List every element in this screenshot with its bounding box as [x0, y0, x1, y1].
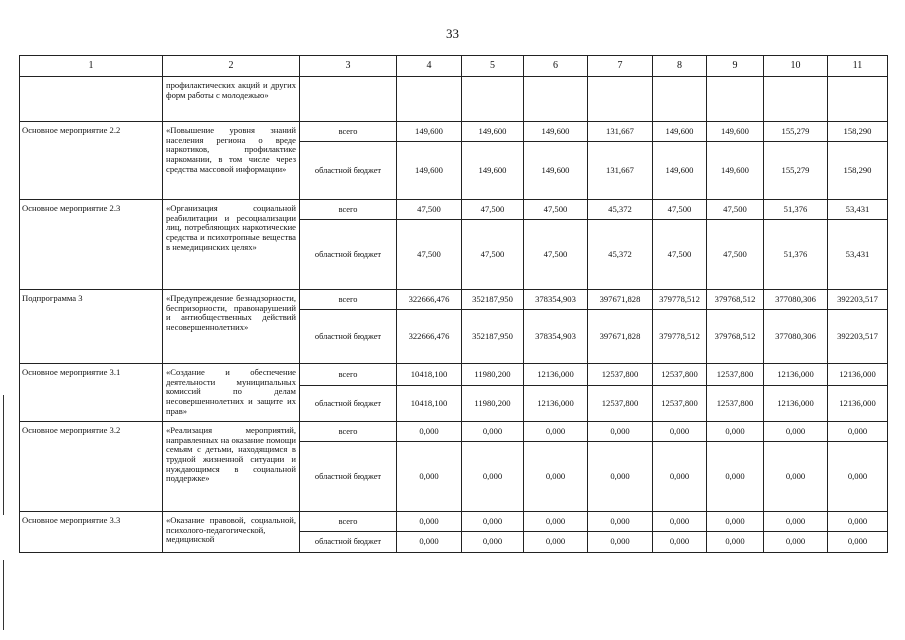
amount-cell: 12136,000 — [524, 386, 588, 422]
amount-cell: 397671,828 — [588, 290, 653, 310]
amount-cell: 0,000 — [524, 532, 588, 553]
activity-name: Основное мероприятие 2.2 — [20, 122, 163, 200]
amount-cell: 0,000 — [707, 532, 764, 553]
amount-cell: 11980,200 — [462, 386, 524, 422]
funding-source: всего — [300, 122, 397, 142]
table-row — [20, 290, 888, 310]
amount-cell: 51,376 — [764, 200, 828, 220]
amount-cell: 397671,828 — [588, 310, 653, 364]
column-header: 10 — [764, 56, 828, 77]
amount-cell: 0,000 — [524, 512, 588, 532]
header-row — [20, 56, 888, 77]
empty-cell — [707, 77, 764, 122]
amount-cell: 0,000 — [653, 442, 707, 512]
amount-cell: 10418,100 — [397, 364, 462, 386]
amount-cell: 11980,200 — [462, 364, 524, 386]
amount-cell: 0,000 — [828, 532, 888, 553]
amount-cell: 352187,950 — [462, 290, 524, 310]
amount-cell: 379768,512 — [707, 290, 764, 310]
amount-cell: 12136,000 — [764, 386, 828, 422]
amount-cell: 158,290 — [828, 142, 888, 200]
amount-cell: 392203,517 — [828, 290, 888, 310]
amount-cell: 47,500 — [462, 200, 524, 220]
amount-cell: 0,000 — [397, 422, 462, 442]
amount-cell: 0,000 — [764, 512, 828, 532]
amount-cell: 53,431 — [828, 220, 888, 290]
amount-cell: 0,000 — [588, 532, 653, 553]
funding-source: областной бюджет — [300, 532, 397, 553]
amount-cell: 131,667 — [588, 142, 653, 200]
amount-cell: 47,500 — [653, 200, 707, 220]
amount-cell: 149,600 — [653, 122, 707, 142]
amount-cell: 149,600 — [524, 142, 588, 200]
amount-cell: 12537,800 — [653, 364, 707, 386]
amount-cell: 378354,903 — [524, 310, 588, 364]
amount-cell: 0,000 — [653, 532, 707, 553]
column-header: 2 — [163, 56, 300, 77]
amount-cell: 149,600 — [397, 142, 462, 200]
continuation-row — [20, 77, 888, 122]
empty-cell — [828, 77, 888, 122]
column-header: 9 — [707, 56, 764, 77]
activity-description: «Оказание правовой, социальной, психолого-педагогической, медицинской — [163, 512, 300, 553]
budget-table — [19, 55, 888, 553]
amount-cell: 149,600 — [707, 142, 764, 200]
funding-source: областной бюджет — [300, 220, 397, 290]
amount-cell: 47,500 — [397, 200, 462, 220]
amount-cell: 155,279 — [764, 142, 828, 200]
activity-name: Основное мероприятие 3.3 — [20, 512, 163, 553]
amount-cell: 0,000 — [588, 512, 653, 532]
amount-cell: 47,500 — [653, 220, 707, 290]
amount-cell: 378354,903 — [524, 290, 588, 310]
activity-description: «Предупреждение безнадзорности, беспризорности, правонарушений и антиобщественных действий несовершеннолетних» — [163, 290, 300, 364]
empty-cell — [588, 77, 653, 122]
amount-cell: 131,667 — [588, 122, 653, 142]
amount-cell: 12537,800 — [588, 364, 653, 386]
amount-cell: 0,000 — [707, 442, 764, 512]
continuation-text: профилактических акций и других форм работы с молодежью» — [163, 77, 300, 122]
amount-cell: 0,000 — [462, 512, 524, 532]
amount-cell: 0,000 — [764, 532, 828, 553]
amount-cell: 0,000 — [828, 512, 888, 532]
activity-name: Основное мероприятие 3.2 — [20, 422, 163, 512]
amount-cell: 158,290 — [828, 122, 888, 142]
amount-cell: 0,000 — [764, 442, 828, 512]
amount-cell: 0,000 — [828, 422, 888, 442]
amount-cell: 149,600 — [653, 142, 707, 200]
amount-cell: 12136,000 — [764, 364, 828, 386]
scan-margin-mark — [3, 560, 4, 630]
amount-cell: 0,000 — [397, 532, 462, 553]
activity-name: Основное мероприятие 2.3 — [20, 200, 163, 290]
amount-cell: 322666,476 — [397, 290, 462, 310]
column-header: 7 — [588, 56, 653, 77]
activity-description: «Реализация мероприятий, направленных на оказание помощи семьям с детьми, находящимся в трудной жизненной ситуации и нуждающимся в социальной поддержке» — [163, 422, 300, 512]
amount-cell: 322666,476 — [397, 310, 462, 364]
amount-cell: 12136,000 — [828, 386, 888, 422]
amount-cell: 12537,800 — [707, 386, 764, 422]
amount-cell: 149,600 — [524, 122, 588, 142]
amount-cell: 12136,000 — [828, 364, 888, 386]
funding-source: областной бюджет — [300, 386, 397, 422]
amount-cell: 47,500 — [524, 200, 588, 220]
empty-cell — [462, 77, 524, 122]
amount-cell: 51,376 — [764, 220, 828, 290]
amount-cell: 0,000 — [653, 422, 707, 442]
amount-cell: 155,279 — [764, 122, 828, 142]
amount-cell: 379778,512 — [653, 310, 707, 364]
amount-cell: 0,000 — [462, 422, 524, 442]
amount-cell: 0,000 — [653, 512, 707, 532]
empty-cell — [20, 77, 163, 122]
funding-source: областной бюджет — [300, 310, 397, 364]
scan-margin-mark — [3, 395, 4, 515]
amount-cell: 149,600 — [462, 122, 524, 142]
amount-cell: 45,372 — [588, 200, 653, 220]
amount-cell: 0,000 — [828, 442, 888, 512]
funding-source: областной бюджет — [300, 142, 397, 200]
amount-cell: 12537,800 — [653, 386, 707, 422]
table-row — [20, 422, 888, 442]
column-header: 4 — [397, 56, 462, 77]
amount-cell: 12136,000 — [524, 364, 588, 386]
amount-cell: 10418,100 — [397, 386, 462, 422]
amount-cell: 0,000 — [462, 532, 524, 553]
amount-cell: 377080,306 — [764, 290, 828, 310]
column-header: 3 — [300, 56, 397, 77]
amount-cell: 0,000 — [524, 422, 588, 442]
column-header: 8 — [653, 56, 707, 77]
activity-description: «Создание и обеспечение деятельности муниципальных комиссий по делам несовершеннолетних и защите их прав» — [163, 364, 300, 422]
table-row — [20, 200, 888, 220]
activity-name: Основное мероприятие 3.1 — [20, 364, 163, 422]
amount-cell: 0,000 — [707, 422, 764, 442]
funding-source: всего — [300, 512, 397, 532]
amount-cell: 0,000 — [397, 512, 462, 532]
amount-cell: 0,000 — [397, 442, 462, 512]
column-header: 11 — [828, 56, 888, 77]
amount-cell: 379768,512 — [707, 310, 764, 364]
amount-cell: 392203,517 — [828, 310, 888, 364]
amount-cell: 47,500 — [524, 220, 588, 290]
empty-cell — [764, 77, 828, 122]
funding-source: всего — [300, 290, 397, 310]
activity-name: Подпрограмма 3 — [20, 290, 163, 364]
funding-source: всего — [300, 422, 397, 442]
amount-cell: 47,500 — [397, 220, 462, 290]
activity-description: «Повышение уровня знаний населения региона о вреде наркотиков, профилактике наркомании, в том числе через средства массовой информации» — [163, 122, 300, 200]
page-number: 33 — [446, 26, 459, 41]
column-header: 5 — [462, 56, 524, 77]
empty-cell — [300, 77, 397, 122]
funding-source: всего — [300, 364, 397, 386]
table-row — [20, 122, 888, 142]
amount-cell: 0,000 — [707, 512, 764, 532]
empty-cell — [524, 77, 588, 122]
amount-cell: 0,000 — [764, 422, 828, 442]
funding-source: областной бюджет — [300, 442, 397, 512]
amount-cell: 149,600 — [462, 142, 524, 200]
table-row — [20, 364, 888, 386]
column-header: 1 — [20, 56, 163, 77]
amount-cell: 53,431 — [828, 200, 888, 220]
amount-cell: 377080,306 — [764, 310, 828, 364]
empty-cell — [397, 77, 462, 122]
amount-cell: 45,372 — [588, 220, 653, 290]
table-row — [20, 512, 888, 532]
amount-cell: 0,000 — [462, 442, 524, 512]
amount-cell: 0,000 — [588, 442, 653, 512]
amount-cell: 47,500 — [462, 220, 524, 290]
funding-source: всего — [300, 200, 397, 220]
amount-cell: 0,000 — [588, 422, 653, 442]
amount-cell: 352187,950 — [462, 310, 524, 364]
amount-cell: 149,600 — [397, 122, 462, 142]
empty-cell — [653, 77, 707, 122]
amount-cell: 12537,800 — [588, 386, 653, 422]
amount-cell: 0,000 — [524, 442, 588, 512]
amount-cell: 47,500 — [707, 220, 764, 290]
activity-description: «Организация социальной реабилитации и ресоциализации лиц, потребляющих наркотические средства и психотропные вещества в немедицинских целях» — [163, 200, 300, 290]
amount-cell: 47,500 — [707, 200, 764, 220]
amount-cell: 379778,512 — [653, 290, 707, 310]
amount-cell: 149,600 — [707, 122, 764, 142]
amount-cell: 12537,800 — [707, 364, 764, 386]
column-header: 6 — [524, 56, 588, 77]
